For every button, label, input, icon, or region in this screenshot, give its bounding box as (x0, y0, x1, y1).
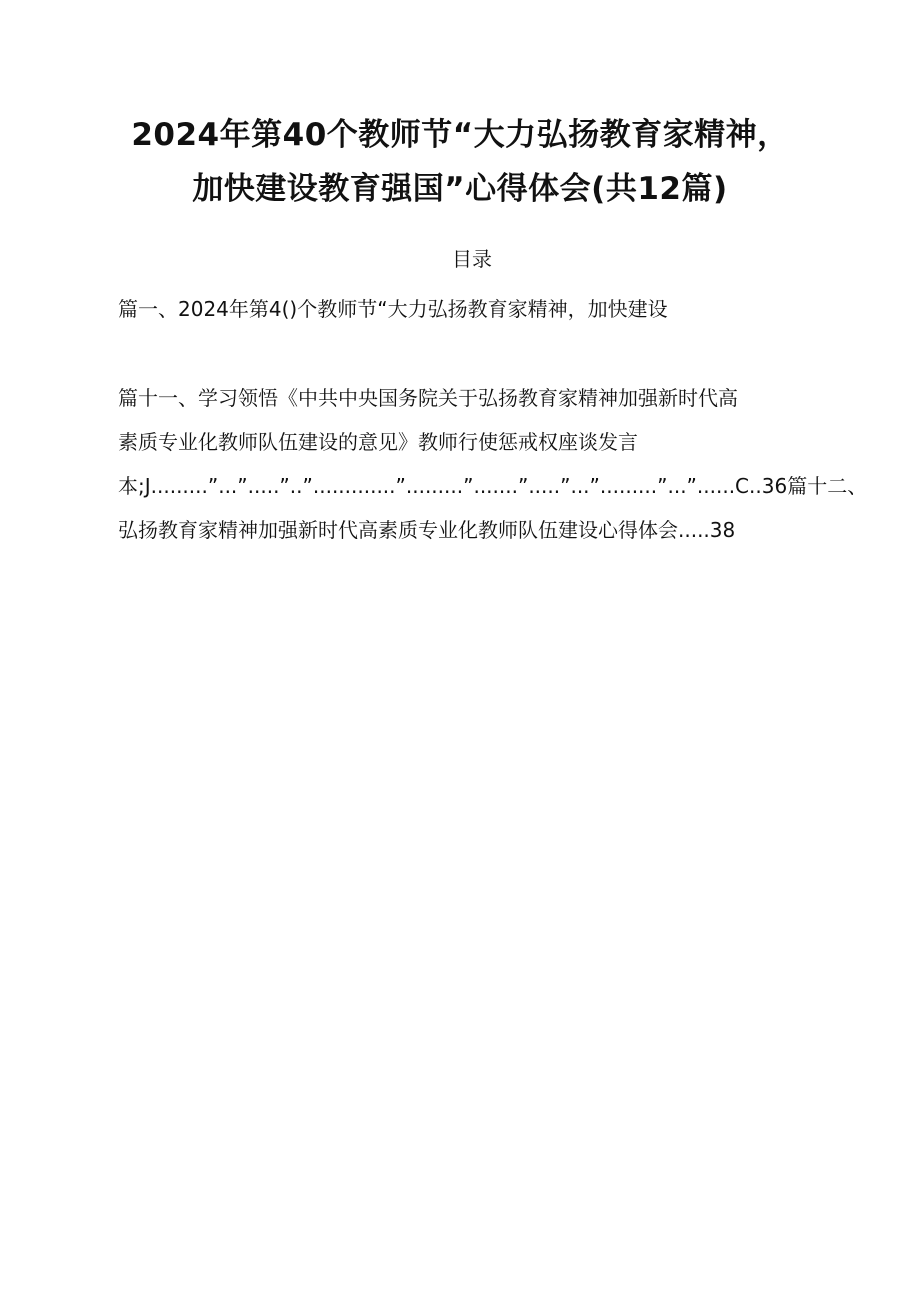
toc-entry-11-line-2: 素质专业化教师队伍建设的意见》教师行使惩戒权座谈发言 (118, 430, 638, 454)
document-title (0, 108, 920, 216)
toc-entry-11-line-3: 本;J.........”...”.....”..”.............”.........”.......”.....”...”.........”...”......C..36篇十二、 (118, 474, 868, 498)
toc-entry-12-line-1: 弘扬教育家精神加强新时代高素质专业化教师队伍建设心得体会.....38 (118, 518, 736, 542)
toc-heading: 目录 (452, 247, 492, 271)
toc-entry-11-line-1: 篇十一、学习领悟《中共中央国务院关于弘扬教育家精神加强新时代高 (118, 386, 738, 410)
title-line-2: 加快建设教育强国”心得体会(共12篇) (192, 171, 728, 207)
toc-entry-1[interactable] (118, 287, 838, 331)
toc-entry-1-line-1: 篇一、2024年第4()个教师节“大力弘扬教育家精神，加快建设 (118, 297, 668, 321)
toc-entry-11[interactable] (118, 376, 868, 552)
title-line-1: 2024年第40个教师节“大力弘扬教育家精神， (131, 117, 789, 153)
